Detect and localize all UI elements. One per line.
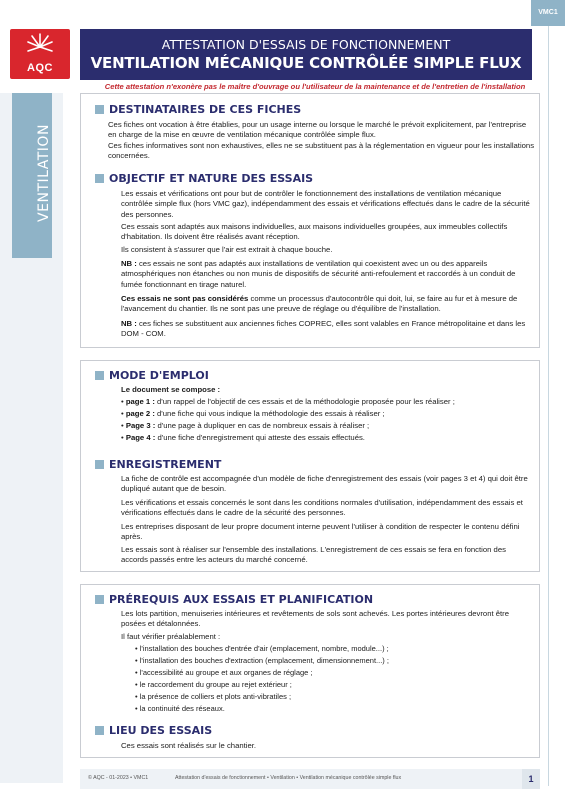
logo-burst-icon	[25, 32, 55, 62]
aqc-logo	[10, 29, 70, 79]
title-banner	[80, 29, 532, 80]
paragraph: Ils consistent à s'assurer que l'air est extrait à chaque bouche.	[121, 245, 333, 254]
section-title-enregistrement: ENREGISTREMENT	[95, 458, 221, 471]
paragraph: Ces fiches ont vocation à être établies, pour un usage interne ou lorsque le marché le prévoit explicitement, par l'entreprise en charge de la mise en œuvre de ventilation mécanique contrôlée simple flux.	[108, 120, 527, 140]
page-number: 1	[522, 769, 540, 789]
paragraph: Il faut vérifier préalablement :	[121, 632, 221, 641]
section-title-mode: MODE D'EMPLOI	[95, 369, 209, 382]
sidebar-band	[12, 93, 52, 258]
list-item: • la présence de colliers et plots anti-vibratiles ;	[135, 692, 292, 701]
list-item: • le raccordement du groupe au rejet extérieur ;	[135, 680, 292, 689]
square-bullet-icon	[95, 371, 104, 380]
paragraph: Les essais sont à réaliser sur l'ensemble des installations. L'enregistrement de ces essais se fera en fonction des accords passés entre les acteurs du marché concerné.	[121, 545, 506, 565]
square-bullet-icon	[95, 460, 104, 469]
panel-prerequis-lieu	[80, 584, 540, 758]
page-footer	[80, 769, 540, 789]
paragraph: Ces fiches informatives sont non exhaustives, elles ne se substituent pas à la réglementation en vigueur pour les installations concernées.	[108, 141, 535, 161]
section-title-destinataires: DESTINATAIRES DE CES FICHES	[95, 103, 301, 116]
title-line-2: VENTILATION MÉCANIQUE CONTRÔLÉE SIMPLE FLUX	[90, 54, 522, 72]
square-bullet-icon	[95, 105, 104, 114]
list-item: • la continuité des réseaux.	[135, 704, 225, 713]
list-item: • page 1 : d'un rappel de l'objectif de ces essais et de la méthodologie proposée pour les réaliser ;	[121, 397, 455, 406]
paragraph: Ces essais sont réalisés sur le chantier.	[121, 741, 257, 750]
nb-paragraph: NB : ces fiches se substituent aux anciennes fiches COPREC, elles sont valables en France métropolitaine et dans les DOM - COM.	[121, 319, 526, 339]
doc-code-tag: VMC1	[531, 0, 565, 26]
square-bullet-icon	[95, 595, 104, 604]
panel-mode-enregistrement	[80, 360, 540, 572]
panel-destinataires-objectif	[80, 93, 540, 348]
section-title-lieu: LIEU DES ESSAIS	[95, 724, 212, 737]
list-item: • l'accessibilité au groupe et aux organes de réglage ;	[135, 668, 313, 677]
sidebar-label: VENTILATION	[36, 124, 52, 222]
footer-copyright: © AQC - 01-2023 • VMC1	[88, 775, 149, 781]
disclaimer-subtitle: Cette attestation n'exonère pas le maître d'ouvrage ou l'utilisateur de la maintenance et de l'entretien de l'installation	[104, 82, 526, 91]
list-item: • Page 3 : d'une page à dupliquer en cas de nombreux essais à réaliser ;	[121, 421, 370, 430]
section-title-objectif: OBJECTIF ET NATURE DES ESSAIS	[95, 172, 313, 185]
footer-doc-title: Attestation d'essais de fonctionnement • Ventilation • Ventilation mécanique contrôlée simple flux	[175, 775, 402, 781]
title-line-1: ATTESTATION D'ESSAIS DE FONCTIONNEMENT	[161, 37, 451, 52]
square-bullet-icon	[95, 174, 104, 183]
square-bullet-icon	[95, 726, 104, 735]
section-title-prerequis: PRÉREQUIS AUX ESSAIS ET PLANIFICATION	[95, 593, 373, 606]
paragraph: La fiche de contrôle est accompagnée d'un modèle de fiche d'enregistrement des essais (voir pages 3 et 4) qui doit être dupliqué autant que de besoin.	[121, 474, 528, 494]
sidebar	[0, 93, 63, 783]
list-item: • Page 4 : d'une fiche d'enregistrement qui atteste des essais effectués.	[121, 433, 365, 442]
nb-paragraph: NB : ces essais ne sont pas adaptés aux installations de ventilation qui coexistent avec un ou des appareils atmosphériques non étanches ou non munis de dispositifs de sécurité anti-refoulement et raccordés à un conduit de fumée fonctionnant en tirage naturel.	[121, 259, 516, 289]
paragraph: Les lots partition, menuiseries intérieures et revêtements de sols sont achevés. Les portes intérieures devront être posées et détalonnées.	[121, 609, 509, 629]
logo-text: AQC	[27, 62, 53, 74]
list-item: • l'installation des bouches d'entrée d'air (emplacement, nombre, module...) ;	[135, 644, 389, 653]
paragraph: Les essais et vérifications ont pour but de contrôler le fonctionnement des installations de ventilation mécanique contrôlée simple flux (hors VMC gaz), indépendamment des essais et vérifications effectués dans le cadre de la sécurité des personnes.	[121, 189, 530, 219]
paragraph: Le document se compose :	[121, 385, 221, 394]
list-item: • page 2 : d'une fiche qui vous indique la méthodologie des essais à réaliser ;	[121, 409, 385, 418]
list-item: • l'installation des bouches d'extraction (emplacement, dimensionnement...) ;	[135, 656, 389, 665]
paragraph: Ces essais ne sont pas considérés comme un processus d'autocontrôle qui doit, lui, se faire au fur et à mesure de l'avancement du chantier. Ils ne sont pas une preuve de réglage ou d'équilibre de l'installation.	[121, 294, 518, 314]
paragraph: Les vérifications et essais concernés le sont dans les conditions normales d'utilisation, indépendamment des essais et vérifications effectués dans le cadre de la sécurité des personnes.	[121, 498, 523, 518]
margin-rule	[548, 26, 549, 786]
paragraph: Ces essais sont adaptés aux maisons individuelles, aux maisons individuelles groupées, aux immeubles collectifs d'habitation. Ils doivent être réalisés avant réception.	[121, 222, 508, 242]
paragraph: Les entreprises disposant de leur propre document interne peuvent l'utiliser à condition de respecter le contenu défini après.	[121, 522, 520, 542]
